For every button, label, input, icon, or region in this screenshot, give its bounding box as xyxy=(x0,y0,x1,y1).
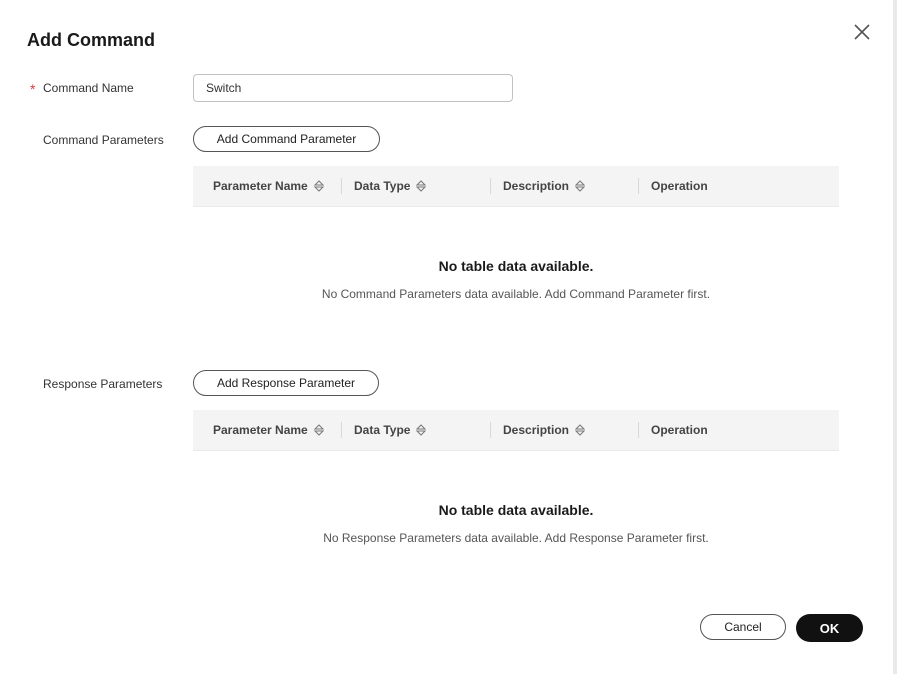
column-header-operation xyxy=(651,166,708,206)
column-header-operation xyxy=(651,410,708,450)
column-divider xyxy=(341,422,342,438)
response-table-empty-description: No Response Parameters data available. Add Response Parameter first. xyxy=(323,531,709,545)
column-header-parameter-name[interactable] xyxy=(213,166,324,206)
command-table-empty-description: No Command Parameters data available. Add Command Parameter first. xyxy=(321,287,711,301)
column-header-label: Operation xyxy=(651,423,708,437)
column-divider xyxy=(638,178,639,194)
command-parameters-table-header xyxy=(193,166,839,207)
sort-icon[interactable] xyxy=(575,424,585,436)
column-header-label: Operation xyxy=(651,179,708,193)
response-parameters-label: Response Parameters xyxy=(43,377,163,391)
command-name-label: Command Name xyxy=(43,81,134,95)
column-header-data-type[interactable] xyxy=(354,166,426,206)
column-divider xyxy=(341,178,342,194)
command-parameters-label: Command Parameters xyxy=(43,133,164,147)
sort-icon[interactable] xyxy=(416,180,426,192)
dialog-title: Add Command xyxy=(27,30,155,50)
add-command-parameter-button[interactable]: Add Command Parameter xyxy=(193,126,380,152)
column-header-label: Description xyxy=(503,423,570,437)
required-mark: * xyxy=(30,81,36,97)
column-divider xyxy=(490,422,491,438)
command-name-input[interactable] xyxy=(194,75,518,101)
add-response-parameter-button[interactable]: Add Response Parameter xyxy=(193,370,379,396)
response-parameters-table-header xyxy=(193,410,839,451)
column-divider xyxy=(638,422,639,438)
column-header-label: Description xyxy=(503,179,570,193)
column-header-label: Parameter Name xyxy=(213,423,308,437)
column-header-label: Parameter Name xyxy=(213,179,308,193)
column-header-label: Data Type xyxy=(354,179,411,193)
column-header-description[interactable] xyxy=(503,410,585,450)
column-header-description[interactable] xyxy=(503,166,585,206)
command-table-empty-title: No table data available. xyxy=(438,258,594,274)
column-header-label: Data Type xyxy=(354,423,411,437)
ok-button[interactable]: OK xyxy=(796,614,863,642)
sort-icon[interactable] xyxy=(314,424,324,436)
column-divider xyxy=(490,178,491,194)
sort-icon[interactable] xyxy=(416,424,426,436)
column-header-parameter-name[interactable] xyxy=(213,410,324,450)
command-name-field-wrapper xyxy=(193,74,513,102)
close-icon[interactable] xyxy=(851,21,873,43)
response-table-empty-title: No table data available. xyxy=(438,502,594,518)
column-header-data-type[interactable] xyxy=(354,410,426,450)
sort-icon[interactable] xyxy=(314,180,324,192)
cancel-button[interactable]: Cancel xyxy=(700,614,786,640)
sort-icon[interactable] xyxy=(575,180,585,192)
dialog-edge-shadow xyxy=(893,0,897,674)
